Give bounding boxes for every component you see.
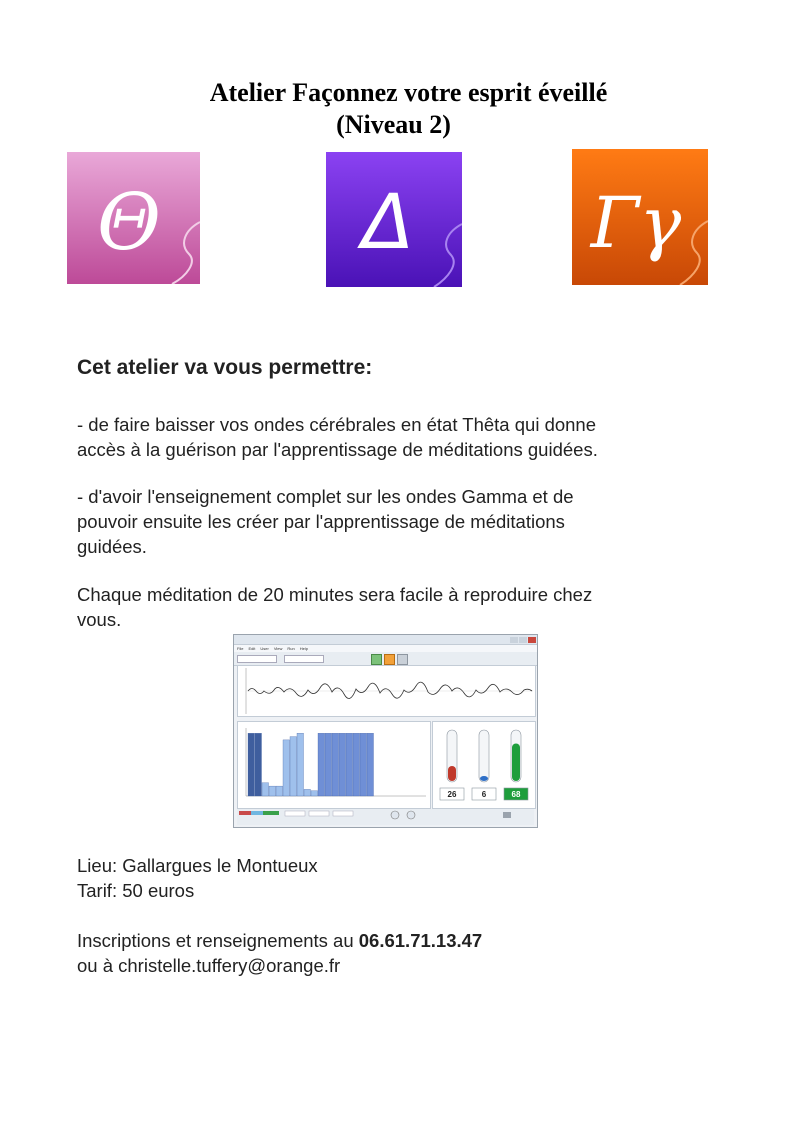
- paragraph-line: - d'avoir l'enseignement complet sur les ondes Gamma et de: [77, 486, 574, 507]
- contact-prefix: Inscriptions et renseignements au: [77, 930, 359, 951]
- contact-block: [77, 928, 482, 978]
- paragraph-line: pouvoir ensuite les créer par l'apprentissage de méditations: [77, 511, 565, 532]
- spectrum-chart: [238, 722, 430, 808]
- spectrum-panel: [237, 721, 431, 809]
- page-title: Atelier Façonnez votre esprit éveillé: [209, 78, 608, 107]
- delta-glyph: Δ: [362, 177, 414, 266]
- theta-glyph: Θ: [97, 178, 161, 268]
- paragraph-line: guidées.: [77, 536, 147, 557]
- info-block: [77, 853, 318, 903]
- paragraph-line: Chaque méditation de 20 minutes sera facile à reproduire chez: [77, 584, 593, 605]
- paragraph-line: - de faire baisser vos ondes cérébrales en état Thêta qui donne: [77, 414, 597, 435]
- spectrum-bar: [339, 733, 346, 796]
- spectrum-bar: [276, 786, 283, 796]
- contact-line: [77, 928, 482, 953]
- phone-number[interactable]: 06.61.71.13.47: [358, 930, 483, 951]
- spectrum-bar: [297, 733, 304, 796]
- spectrum-bar: [304, 789, 311, 796]
- gauge-value: 68: [511, 790, 521, 799]
- gauge-level: [512, 744, 520, 782]
- paragraph-theta: [77, 412, 717, 462]
- spectrum-bar: [332, 733, 339, 796]
- menu-item: File: [237, 646, 244, 651]
- combo-box: [284, 655, 324, 663]
- spectrum-bar: [248, 733, 255, 796]
- gauge-tube: [479, 730, 489, 782]
- heart-icon: [384, 654, 395, 665]
- paragraph-line: accès à la guérison par l'apprentissage de méditations guidées.: [77, 439, 598, 460]
- menu-item: Run: [287, 646, 295, 651]
- menu-item: User: [260, 646, 269, 651]
- coherence-gauges: [433, 722, 535, 808]
- spectrum-bar: [269, 786, 276, 796]
- spectrum-bar: [255, 733, 262, 796]
- waveform-panel: [237, 665, 536, 717]
- theta-puzzle-icon: [67, 152, 200, 284]
- combo-box: [237, 655, 277, 663]
- spectrum-bar: [311, 791, 318, 796]
- app-titlebar: [234, 635, 537, 645]
- menu-item: Help: [299, 646, 308, 651]
- location-text: Lieu: Gallargues le Montueux: [77, 855, 318, 876]
- gauge-value: 6: [481, 790, 487, 799]
- page-subtitle: (Niveau 2): [336, 110, 451, 139]
- paragraph-gamma: [77, 484, 717, 559]
- spectrum-bar: [353, 733, 360, 796]
- gamma-puzzle-icon: [572, 149, 708, 285]
- window-buttons: [510, 637, 537, 643]
- spectrum-bar: [318, 733, 325, 796]
- spectrum-bar: [360, 733, 367, 796]
- gauge-level: [480, 776, 488, 781]
- gauge-value: 26: [447, 790, 457, 799]
- spectrum-bar: [290, 737, 297, 796]
- spectrum-bar: [346, 733, 353, 796]
- spectrum-bar: [262, 783, 269, 796]
- gamma-glyph: Γγ: [590, 182, 682, 264]
- paragraph-line: vous.: [77, 609, 122, 630]
- spectrum-bar: [283, 740, 290, 796]
- gauge-level: [448, 766, 456, 781]
- delta-puzzle-icon: [326, 152, 462, 287]
- menu-item: View: [273, 646, 283, 651]
- grid-icon: [371, 654, 382, 665]
- app-menubar: [234, 645, 537, 652]
- coherence-panel: [432, 721, 536, 809]
- spectrum-bar: [325, 733, 332, 796]
- spectrum-bar: [367, 733, 374, 796]
- software-screenshot: [233, 634, 538, 828]
- status-bar: [237, 809, 534, 825]
- email-line[interactable]: ou à christelle.tuffery@orange.fr: [77, 955, 341, 976]
- shield-icon: [397, 654, 408, 665]
- app-toolbar: [234, 652, 537, 666]
- menu-item: Edit: [248, 646, 256, 651]
- section-heading: Cet atelier va vous permettre:: [77, 356, 373, 379]
- paragraph-meditation: [77, 582, 717, 632]
- price-text: Tarif: 50 euros: [77, 880, 195, 901]
